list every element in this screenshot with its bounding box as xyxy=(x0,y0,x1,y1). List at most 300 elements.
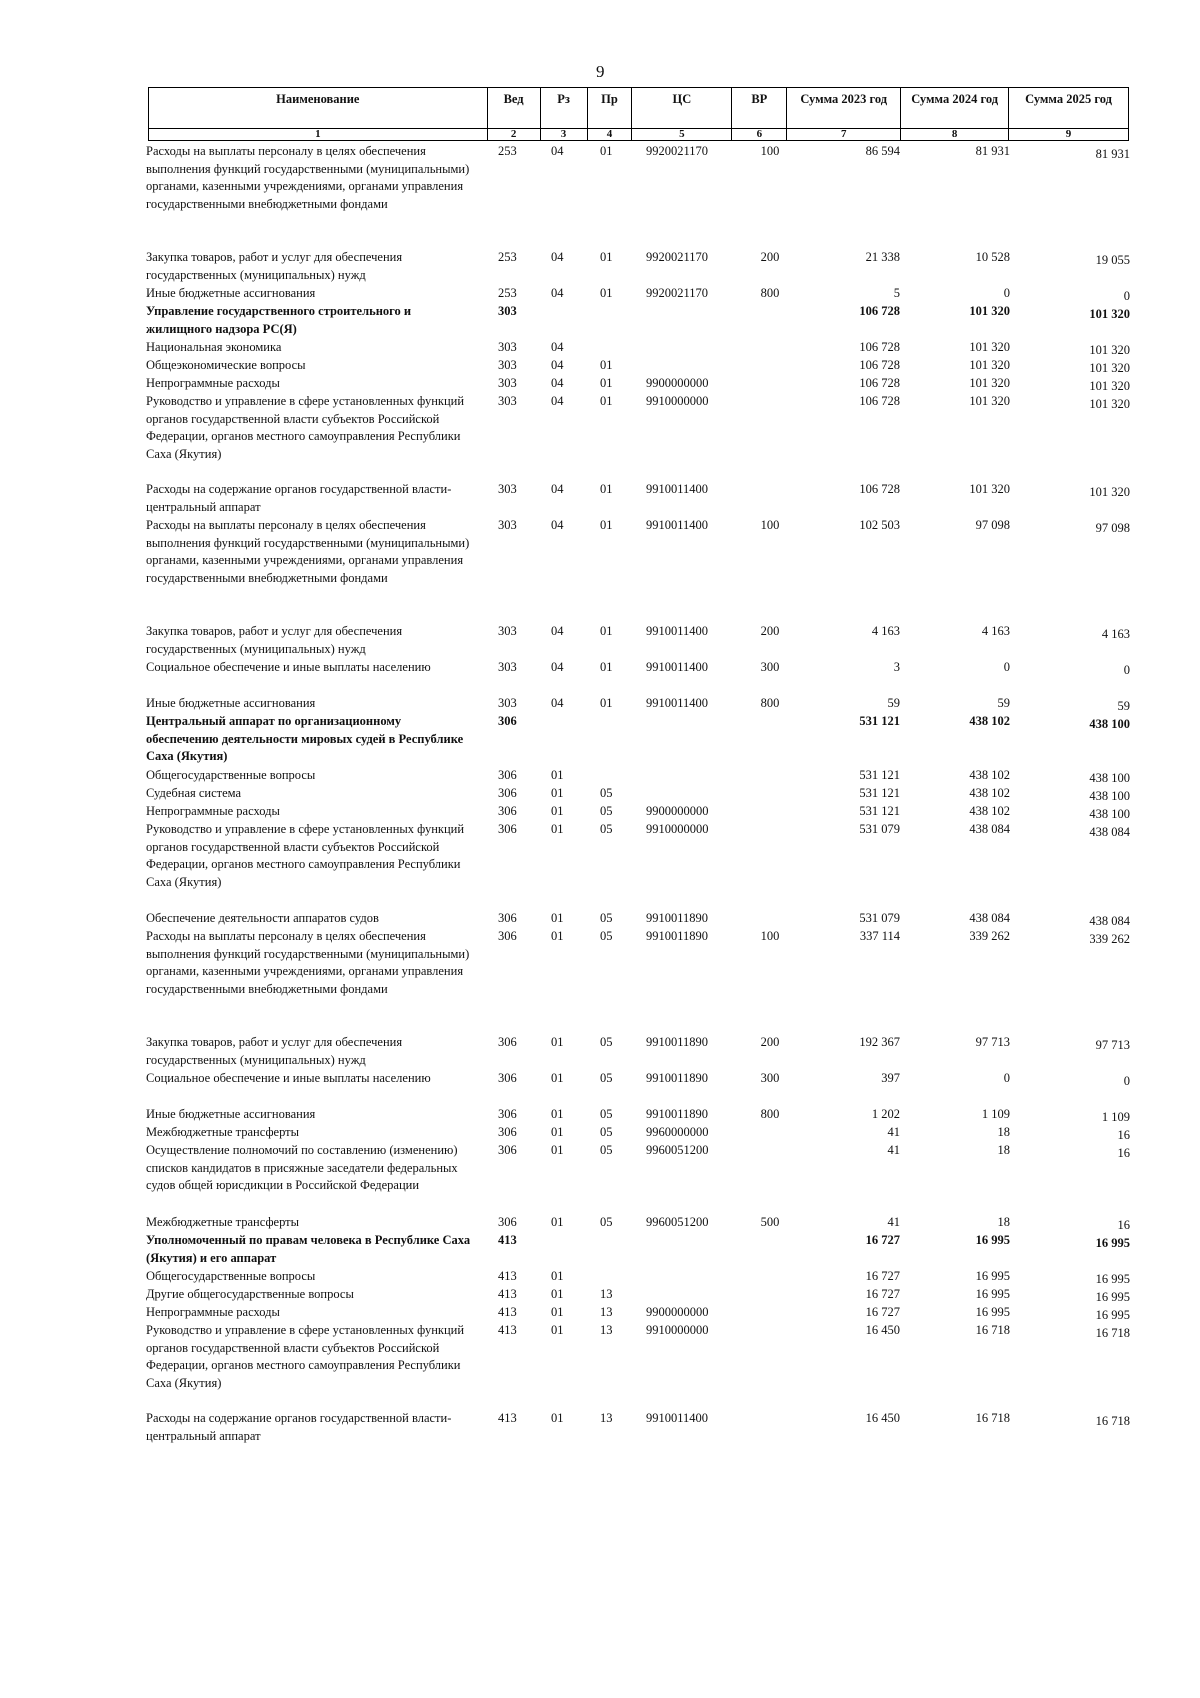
row-rz: 01 xyxy=(551,929,564,943)
row-ved: 306 xyxy=(498,1035,517,1049)
row-sum-2025: 438 100 xyxy=(1089,789,1130,803)
row-name: Руководство и управление в сфере установленных функций органов государственной власти субъектов Российской Федерации, органов местного самоуправления Республики Саха (Якутия) xyxy=(146,1323,465,1390)
row-sum-2023: 531 121 xyxy=(859,768,900,782)
table-row xyxy=(146,928,1131,1034)
row-sum-2024: 438 084 xyxy=(969,911,1010,925)
row-ved: 303 xyxy=(498,358,517,372)
row-name: Национальная экономика xyxy=(146,340,282,354)
row-name: Общегосударственные вопросы xyxy=(146,1269,316,1283)
row-rz: 04 xyxy=(551,696,564,710)
row-name: Судебная система xyxy=(146,786,242,800)
row-cs: 9900000000 xyxy=(646,376,709,390)
header-sum-2025: Сумма 2025 год xyxy=(1009,88,1129,129)
row-pr: 05 xyxy=(600,1143,613,1157)
row-sum-2023: 106 728 xyxy=(859,340,900,354)
row-rz: 04 xyxy=(551,518,564,532)
row-cs: 9910011400 xyxy=(646,482,709,496)
column-number: 2 xyxy=(487,129,540,141)
row-ved: 306 xyxy=(498,822,517,836)
row-sum-2023: 41 xyxy=(887,1215,900,1229)
row-sum-2024: 438 102 xyxy=(969,714,1010,728)
row-vr: 500 xyxy=(760,1215,780,1229)
header-sum-2024: Сумма 2024 год xyxy=(901,88,1009,129)
row-name: Социальное обеспечение и иные выплаты населению xyxy=(146,1071,431,1085)
row-name: Общегосударственные вопросы xyxy=(146,768,316,782)
row-sum-2024: 16 718 xyxy=(975,1323,1010,1337)
row-cs: 9910011400 xyxy=(646,518,709,532)
row-ved: 306 xyxy=(498,1125,517,1139)
row-name: Иные бюджетные ассигнования xyxy=(146,696,316,710)
row-name: Расходы на выплаты персоналу в целях обеспечения выполнения функций государственными (муниципальными) органами, казенными учреждениями, органами управления государственными внебюджетными фондами xyxy=(146,144,470,211)
row-pr: 01 xyxy=(600,482,613,496)
row-sum-2025: 16 xyxy=(1117,1218,1130,1232)
row-ved: 303 xyxy=(498,696,517,710)
row-sum-2025: 16 xyxy=(1117,1128,1130,1142)
row-sum-2025: 101 320 xyxy=(1089,379,1130,393)
row-cs: 9920021170 xyxy=(646,286,709,300)
row-ved: 306 xyxy=(498,1215,517,1229)
row-pr: 05 xyxy=(600,929,613,943)
row-ved: 306 xyxy=(498,714,517,728)
table-row xyxy=(146,143,1131,249)
row-ved: 306 xyxy=(498,929,517,943)
row-pr: 13 xyxy=(600,1287,613,1301)
row-ved: 253 xyxy=(498,144,517,158)
row-sum-2024: 0 xyxy=(1003,660,1010,674)
row-pr: 05 xyxy=(600,1125,613,1139)
row-sum-2025: 101 320 xyxy=(1089,343,1130,357)
row-sum-2025: 101 320 xyxy=(1089,397,1130,411)
page-number: 9 xyxy=(596,62,605,81)
row-cs: 9910011400 xyxy=(646,624,709,638)
row-ved: 413 xyxy=(498,1411,517,1425)
row-ved: 306 xyxy=(498,804,517,818)
row-ved: 413 xyxy=(498,1233,517,1247)
row-pr: 01 xyxy=(600,358,613,372)
header-vr: ВР xyxy=(732,88,787,129)
row-sum-2023: 5 xyxy=(893,286,900,300)
row-name: Расходы на выплаты персоналу в целях обеспечения выполнения функций государственными (муниципальными) органами, казенными учреждениями, органами управления государственными внебюджетными фондами xyxy=(146,929,470,996)
row-pr: 05 xyxy=(600,786,613,800)
row-sum-2025: 97 098 xyxy=(1095,521,1130,535)
row-rz: 04 xyxy=(551,250,564,264)
row-pr: 01 xyxy=(600,660,613,674)
row-sum-2024: 97 713 xyxy=(975,1035,1010,1049)
row-ved: 306 xyxy=(498,768,517,782)
row-name: Руководство и управление в сфере установленных функций органов государственной власти субъектов Российской Федерации, органов местного самоуправления Республики Саха (Якутия) xyxy=(146,822,465,889)
row-sum-2024: 438 102 xyxy=(969,804,1010,818)
row-sum-2025: 438 100 xyxy=(1089,771,1130,785)
table-row xyxy=(146,393,1131,481)
row-rz: 04 xyxy=(551,286,564,300)
header-name: Наименование xyxy=(149,88,488,129)
row-pr: 01 xyxy=(600,144,613,158)
row-rz: 01 xyxy=(551,1125,564,1139)
row-cs: 9960000000 xyxy=(646,1125,709,1139)
row-rz: 01 xyxy=(551,768,564,782)
row-rz: 01 xyxy=(551,1269,564,1283)
row-pr: 01 xyxy=(600,286,613,300)
row-pr: 01 xyxy=(600,518,613,532)
row-pr: 01 xyxy=(600,250,613,264)
row-sum-2023: 41 xyxy=(887,1125,900,1139)
row-sum-2024: 4 163 xyxy=(981,624,1010,638)
row-cs: 9910011400 xyxy=(646,696,709,710)
row-rz: 01 xyxy=(551,1323,564,1337)
row-name: Расходы на содержание органов государственной власти- центральный аппарат xyxy=(146,1411,452,1443)
row-ved: 253 xyxy=(498,250,517,264)
header-sum-2023: Сумма 2023 год xyxy=(787,88,901,129)
row-sum-2024: 101 320 xyxy=(969,394,1010,408)
row-sum-2024: 16 995 xyxy=(975,1269,1010,1283)
row-cs: 9960051200 xyxy=(646,1143,709,1157)
table-row xyxy=(146,1232,1131,1268)
row-cs: 9920021170 xyxy=(646,250,709,264)
row-ved: 306 xyxy=(498,1143,517,1157)
row-sum-2025: 59 xyxy=(1117,699,1130,713)
row-name: Расходы на выплаты персоналу в целях обеспечения выполнения функций государственными (муниципальными) органами, казенными учреждениями, органами управления государственными внебюджетными фондами xyxy=(146,518,470,585)
row-cs: 9910011890 xyxy=(646,1107,709,1121)
table-row xyxy=(146,1124,1131,1142)
row-sum-2023: 531 121 xyxy=(859,804,900,818)
row-sum-2025: 438 100 xyxy=(1089,717,1130,731)
row-ved: 303 xyxy=(498,518,517,532)
row-sum-2024: 16 718 xyxy=(975,1411,1010,1425)
row-ved: 306 xyxy=(498,1071,517,1085)
row-sum-2023: 337 114 xyxy=(859,929,900,943)
row-pr: 01 xyxy=(600,624,613,638)
row-sum-2023: 106 728 xyxy=(859,358,900,372)
row-name: Руководство и управление в сфере установленных функций органов государственной власти субъектов Российской Федерации, органов местного самоуправления Республики Саха (Якутия) xyxy=(146,394,465,461)
row-name: Центральный аппарат по организационному обеспечению деятельности мировых судей в Республике Саха (Якутия) xyxy=(146,714,464,764)
row-sum-2025: 19 055 xyxy=(1095,253,1130,267)
table-body xyxy=(146,143,1131,1446)
row-ved: 303 xyxy=(498,660,517,674)
row-rz: 01 xyxy=(551,1287,564,1301)
row-pr: 01 xyxy=(600,376,613,390)
row-sum-2023: 21 338 xyxy=(865,250,900,264)
header-pr: Пр xyxy=(587,88,632,129)
row-rz: 01 xyxy=(551,786,564,800)
row-sum-2023: 102 503 xyxy=(859,518,900,532)
table-row xyxy=(146,1106,1131,1124)
table-row xyxy=(146,517,1131,623)
row-sum-2024: 1 109 xyxy=(981,1107,1010,1121)
row-sum-2023: 106 728 xyxy=(859,304,900,318)
row-cs: 9910011890 xyxy=(646,1071,709,1085)
row-name: Уполномоченный по правам человека в Республике Саха (Якутия) и его аппарат xyxy=(146,1233,471,1265)
row-sum-2025: 16 995 xyxy=(1095,1236,1130,1250)
row-cs: 9910011400 xyxy=(646,1411,709,1425)
column-number: 5 xyxy=(632,129,732,141)
row-sum-2024: 101 320 xyxy=(969,482,1010,496)
row-sum-2025: 0 xyxy=(1123,289,1130,303)
row-vr: 200 xyxy=(760,624,780,638)
row-vr: 300 xyxy=(760,660,780,674)
table-row xyxy=(146,1142,1131,1214)
row-sum-2025: 101 320 xyxy=(1089,307,1130,321)
row-pr: 05 xyxy=(600,822,613,836)
row-sum-2023: 3 xyxy=(893,660,900,674)
row-sum-2024: 438 102 xyxy=(969,786,1010,800)
row-sum-2025: 101 320 xyxy=(1089,485,1130,499)
row-pr: 05 xyxy=(600,804,613,818)
table-row xyxy=(146,1214,1131,1232)
table-row xyxy=(146,785,1131,803)
row-sum-2023: 192 367 xyxy=(859,1035,900,1049)
column-number: 3 xyxy=(540,129,587,141)
row-cs: 9910011890 xyxy=(646,929,709,943)
table-row xyxy=(146,375,1131,393)
row-rz: 04 xyxy=(551,394,564,408)
row-sum-2024: 101 320 xyxy=(969,358,1010,372)
row-pr: 13 xyxy=(600,1305,613,1319)
table-row xyxy=(146,910,1131,928)
row-vr: 100 xyxy=(760,518,780,532)
row-rz: 01 xyxy=(551,1143,564,1157)
row-sum-2025: 438 100 xyxy=(1089,807,1130,821)
row-sum-2023: 4 163 xyxy=(871,624,900,638)
row-sum-2024: 16 995 xyxy=(975,1287,1010,1301)
row-sum-2024: 0 xyxy=(1003,286,1010,300)
row-pr: 05 xyxy=(600,1071,613,1085)
row-ved: 306 xyxy=(498,911,517,925)
row-ved: 413 xyxy=(498,1269,517,1283)
column-number: 1 xyxy=(149,129,488,141)
row-pr: 01 xyxy=(600,394,613,408)
row-rz: 04 xyxy=(551,660,564,674)
row-rz: 04 xyxy=(551,624,564,638)
row-sum-2024: 438 102 xyxy=(969,768,1010,782)
row-sum-2023: 16 727 xyxy=(865,1269,900,1283)
table-row xyxy=(146,1322,1131,1410)
row-name: Общеэкономические вопросы xyxy=(146,358,306,372)
row-cs: 9900000000 xyxy=(646,1305,709,1319)
row-rz: 04 xyxy=(551,358,564,372)
column-number: 7 xyxy=(787,129,901,141)
row-sum-2023: 106 728 xyxy=(859,394,900,408)
row-sum-2024: 16 995 xyxy=(975,1305,1010,1319)
row-vr: 200 xyxy=(760,1035,780,1049)
row-rz: 01 xyxy=(551,822,564,836)
row-ved: 303 xyxy=(498,304,517,318)
row-sum-2025: 438 084 xyxy=(1089,825,1130,839)
row-cs: 9920021170 xyxy=(646,144,709,158)
row-ved: 303 xyxy=(498,624,517,638)
row-sum-2024: 81 931 xyxy=(975,144,1010,158)
row-sum-2023: 397 xyxy=(881,1071,900,1085)
row-sum-2024: 438 084 xyxy=(969,822,1010,836)
row-ved: 306 xyxy=(498,1107,517,1121)
row-rz: 04 xyxy=(551,144,564,158)
table-row xyxy=(146,1070,1131,1106)
table-row xyxy=(146,1268,1131,1286)
row-sum-2023: 59 xyxy=(887,696,900,710)
row-sum-2024: 101 320 xyxy=(969,376,1010,390)
row-sum-2024: 0 xyxy=(1003,1071,1010,1085)
row-name: Социальное обеспечение и иные выплаты населению xyxy=(146,660,431,674)
row-sum-2024: 59 xyxy=(997,696,1010,710)
row-sum-2025: 16 718 xyxy=(1095,1414,1130,1428)
row-sum-2023: 106 728 xyxy=(859,482,900,496)
row-cs: 9910011400 xyxy=(646,660,709,674)
column-number: 8 xyxy=(901,129,1009,141)
row-sum-2025: 4 163 xyxy=(1101,627,1130,641)
row-ved: 413 xyxy=(498,1305,517,1319)
row-vr: 800 xyxy=(760,696,780,710)
row-sum-2023: 531 121 xyxy=(859,786,900,800)
row-sum-2025: 16 718 xyxy=(1095,1326,1130,1340)
header-rz: Рз xyxy=(540,88,587,129)
table-row xyxy=(146,821,1131,910)
row-rz: 01 xyxy=(551,1035,564,1049)
row-name: Закупка товаров, работ и услуг для обеспечения государственных (муниципальных) нужд xyxy=(146,250,403,282)
row-rz: 01 xyxy=(551,1305,564,1319)
row-sum-2023: 16 727 xyxy=(865,1287,900,1301)
row-name: Иные бюджетные ассигнования xyxy=(146,286,316,300)
row-sum-2025: 81 931 xyxy=(1095,147,1130,161)
row-rz: 01 xyxy=(551,911,564,925)
row-pr: 05 xyxy=(600,1035,613,1049)
row-ved: 303 xyxy=(498,376,517,390)
row-vr: 100 xyxy=(760,144,780,158)
row-rz: 01 xyxy=(551,1215,564,1229)
row-name: Расходы на содержание органов государственной власти- центральный аппарат xyxy=(146,482,452,514)
row-name: Межбюджетные трансферты xyxy=(146,1215,300,1229)
row-pr: 01 xyxy=(600,696,613,710)
row-cs: 9960051200 xyxy=(646,1215,709,1229)
table-row xyxy=(146,695,1131,713)
row-vr: 300 xyxy=(760,1071,780,1085)
table-row xyxy=(146,1410,1131,1446)
table-row xyxy=(146,1304,1131,1322)
header-cs: ЦС xyxy=(632,88,732,129)
row-name: Закупка товаров, работ и услуг для обеспечения государственных (муниципальных) нужд xyxy=(146,624,403,656)
row-rz: 01 xyxy=(551,1411,564,1425)
row-cs: 9910000000 xyxy=(646,1323,709,1337)
row-name: Осуществление полномочий по составлению (изменению) списков кандидатов в присяжные заседатели федеральных судов общей юрисдикции в Российской Федерации xyxy=(146,1143,458,1193)
row-ved: 303 xyxy=(498,482,517,496)
row-name: Межбюджетные трансферты xyxy=(146,1125,300,1139)
row-name: Непрограммные расходы xyxy=(146,1305,280,1319)
column-number: 4 xyxy=(587,129,632,141)
row-pr: 13 xyxy=(600,1411,613,1425)
row-sum-2023: 41 xyxy=(887,1143,900,1157)
table-row xyxy=(146,713,1131,767)
row-sum-2025: 0 xyxy=(1123,663,1130,677)
row-cs: 9910011890 xyxy=(646,911,709,925)
table-row xyxy=(146,357,1131,375)
row-sum-2025: 16 995 xyxy=(1095,1290,1130,1304)
row-sum-2025: 339 262 xyxy=(1089,932,1130,946)
header-ved: Вед xyxy=(487,88,540,129)
row-sum-2023: 531 079 xyxy=(859,822,900,836)
row-cs: 9910000000 xyxy=(646,394,709,408)
table-row xyxy=(146,1034,1131,1070)
row-sum-2023: 16 727 xyxy=(865,1233,900,1247)
row-ved: 303 xyxy=(498,394,517,408)
table-row xyxy=(146,767,1131,785)
row-sum-2024: 16 995 xyxy=(975,1233,1010,1247)
table-row xyxy=(146,303,1131,339)
table-row xyxy=(146,803,1131,821)
row-sum-2025: 16 xyxy=(1117,1146,1130,1160)
row-sum-2025: 1 109 xyxy=(1101,1110,1130,1124)
row-pr: 05 xyxy=(600,911,613,925)
table-row xyxy=(146,623,1131,659)
table-row xyxy=(146,339,1131,357)
row-sum-2023: 16 450 xyxy=(865,1411,900,1425)
row-sum-2025: 0 xyxy=(1123,1074,1130,1088)
row-rz: 01 xyxy=(551,1107,564,1121)
row-name: Обеспечение деятельности аппаратов судов xyxy=(146,911,379,925)
row-sum-2023: 531 121 xyxy=(859,714,900,728)
row-sum-2023: 16 450 xyxy=(865,1323,900,1337)
row-rz: 01 xyxy=(551,804,564,818)
row-ved: 306 xyxy=(498,786,517,800)
row-sum-2023: 86 594 xyxy=(865,144,900,158)
row-pr: 05 xyxy=(600,1107,613,1121)
row-name: Другие общегосударственные вопросы xyxy=(146,1287,354,1301)
row-sum-2025: 97 713 xyxy=(1095,1038,1130,1052)
table-row xyxy=(146,1286,1131,1304)
row-name: Иные бюджетные ассигнования xyxy=(146,1107,316,1121)
row-rz: 04 xyxy=(551,376,564,390)
table-row xyxy=(146,249,1131,285)
row-sum-2024: 10 528 xyxy=(975,250,1010,264)
row-name: Непрограммные расходы xyxy=(146,804,280,818)
row-ved: 253 xyxy=(498,286,517,300)
row-sum-2024: 18 xyxy=(997,1215,1010,1229)
row-sum-2023: 106 728 xyxy=(859,376,900,390)
row-sum-2024: 339 262 xyxy=(969,929,1010,943)
row-vr: 800 xyxy=(760,1107,780,1121)
row-sum-2023: 531 079 xyxy=(859,911,900,925)
row-sum-2024: 18 xyxy=(997,1125,1010,1139)
row-sum-2023: 16 727 xyxy=(865,1305,900,1319)
row-rz: 04 xyxy=(551,340,564,354)
row-cs: 9910011890 xyxy=(646,1035,709,1049)
row-sum-2025: 16 995 xyxy=(1095,1272,1130,1286)
table-row xyxy=(146,481,1131,517)
row-ved: 413 xyxy=(498,1323,517,1337)
column-number: 6 xyxy=(732,129,787,141)
row-pr: 05 xyxy=(600,1215,613,1229)
row-sum-2024: 101 320 xyxy=(969,340,1010,354)
row-name: Непрограммные расходы xyxy=(146,376,280,390)
column-number: 9 xyxy=(1009,129,1129,141)
row-cs: 9900000000 xyxy=(646,804,709,818)
row-sum-2023: 1 202 xyxy=(871,1107,900,1121)
row-cs: 9910000000 xyxy=(646,822,709,836)
row-vr: 800 xyxy=(760,286,780,300)
row-vr: 100 xyxy=(760,929,780,943)
row-sum-2024: 18 xyxy=(997,1143,1010,1157)
row-pr: 13 xyxy=(600,1323,613,1337)
row-rz: 04 xyxy=(551,482,564,496)
row-sum-2025: 101 320 xyxy=(1089,361,1130,375)
table-row xyxy=(146,285,1131,303)
row-sum-2024: 97 098 xyxy=(975,518,1010,532)
row-sum-2025: 16 995 xyxy=(1095,1308,1130,1322)
row-rz: 01 xyxy=(551,1071,564,1085)
row-name: Управление государственного строительного и жилищного надзора РС(Я) xyxy=(146,304,412,336)
table-header xyxy=(148,87,1129,141)
row-vr: 200 xyxy=(760,250,780,264)
table-row xyxy=(146,659,1131,695)
row-sum-2024: 101 320 xyxy=(969,304,1010,318)
row-ved: 303 xyxy=(498,340,517,354)
